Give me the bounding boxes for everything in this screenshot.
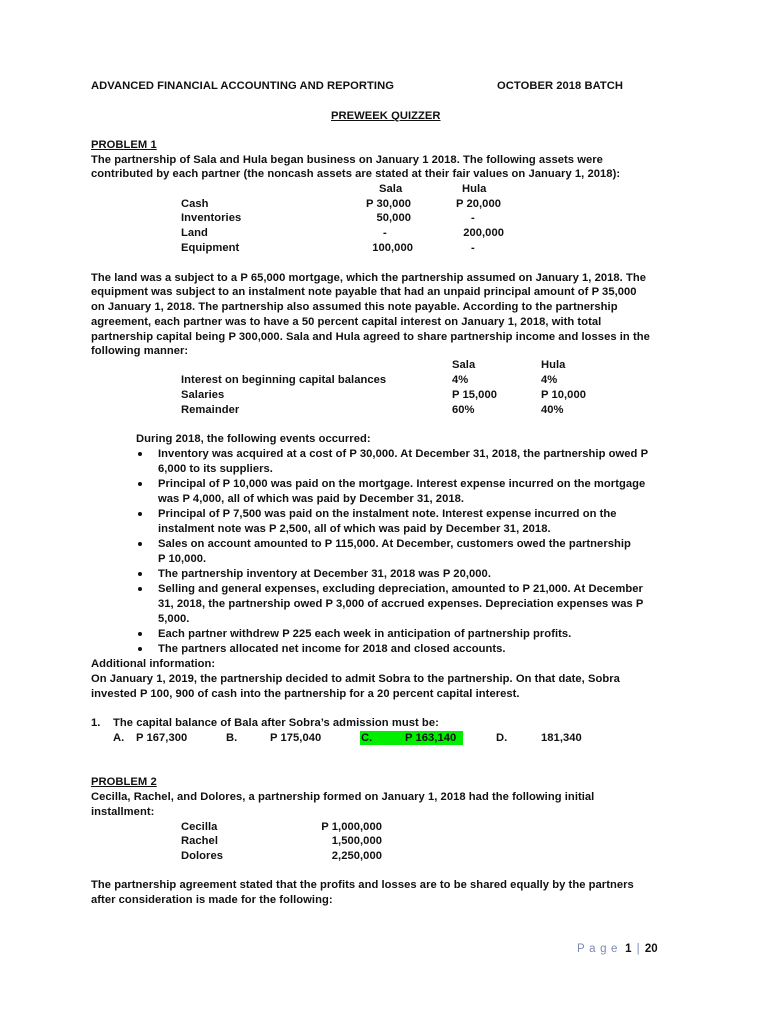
partner-name: Dolores xyxy=(181,850,224,862)
event-line: Sales on account amounted to P 115,000. At December, customers owed the partnership xyxy=(158,538,631,550)
assets-row-label: Cash xyxy=(181,198,209,210)
event-line: Principal of P 10,000 was paid on the mortgage. Interest expense incurred on the mortgage xyxy=(158,478,646,490)
problem2-paragraph-line: The partnership agreement stated that the profits and losses are to be shared equally by the partners xyxy=(91,879,634,891)
event-line: was P 4,000, all of which was paid by December 31, 2018. xyxy=(158,493,465,505)
page-footer xyxy=(577,943,658,955)
event-line: 31, 2018, the partnership owed P 3,000 of accrued expenses. Depreciation expenses was P xyxy=(158,598,644,610)
assets-row-sala: - xyxy=(383,227,387,239)
option-value-c: P 163,140 xyxy=(405,732,457,744)
assets-row-hula: 200,000 xyxy=(463,227,504,239)
option-letter-a: A. xyxy=(113,732,125,744)
partner-capital: P 1,000,000 xyxy=(321,821,382,833)
option-letter-c: C. xyxy=(361,732,373,744)
assets-row-sala: 50,000 xyxy=(376,212,411,224)
option-letter-b: B. xyxy=(226,732,238,744)
problem1-intro-line: The partnership of Sala and Hula began business on January 1 2018. The following assets were xyxy=(91,154,603,166)
option-value-b: P 175,040 xyxy=(270,732,322,744)
assets-row-label: Inventories xyxy=(181,212,242,224)
bullet-icon xyxy=(138,632,142,636)
event-line: 6,000 to its suppliers. xyxy=(158,463,273,475)
additional-info-line: invested P 100, 900 of cash into the partnership for a 20 percent capital interest. xyxy=(91,688,520,700)
sharing-row-hula: P 10,000 xyxy=(541,389,586,401)
problem1-paragraph-line: The land was a subject to a P 65,000 mortgage, which the partnership assumed on January 1, 2018. The xyxy=(91,272,647,284)
sharing-row-sala: 60% xyxy=(452,404,475,416)
problem2-intro-line: installment: xyxy=(91,806,155,818)
assets-row-hula: P 20,000 xyxy=(456,198,501,210)
question-number: 1. xyxy=(91,717,101,729)
assets-row-hula: - xyxy=(471,212,475,224)
course-title: ADVANCED FINANCIAL ACCOUNTING AND REPORTING xyxy=(91,80,394,92)
page-title: PREWEEK QUIZZER xyxy=(331,110,441,122)
page-number: 1 xyxy=(625,943,632,955)
sharing-row-sala: 4% xyxy=(452,374,469,386)
event-line: 5,000. xyxy=(158,613,190,625)
bullet-icon xyxy=(138,452,142,456)
bullet-icon xyxy=(138,512,142,516)
page-separator: | xyxy=(636,943,640,955)
bullet-icon xyxy=(138,482,142,486)
partner-capital: 1,500,000 xyxy=(331,835,382,847)
problem2-heading: PROBLEM 2 xyxy=(91,776,157,788)
assets-row-hula: - xyxy=(471,242,475,254)
page-total: 20 xyxy=(644,943,658,955)
problem1-heading: PROBLEM 1 xyxy=(91,139,157,151)
events-intro: During 2018, the following events occurred: xyxy=(136,433,371,445)
option-value-d: 181,340 xyxy=(541,732,582,744)
event-line: Selling and general expenses, excluding depreciation, amounted to P 21,000. At December xyxy=(158,583,643,595)
assets-row-label: Equipment xyxy=(181,242,240,254)
bullet-icon xyxy=(138,572,142,576)
assets-row-sala: 100,000 xyxy=(372,242,413,254)
problem2-paragraph-line: after consideration is made for the following: xyxy=(91,894,333,906)
event-line: The partnership inventory at December 31, 2018 was P 20,000. xyxy=(158,568,491,580)
sharing-row-sala: P 15,000 xyxy=(452,389,497,401)
partner-name: Cecilla xyxy=(181,821,218,833)
page-label: Page xyxy=(577,943,622,955)
event-line: P 10,000. xyxy=(158,553,207,565)
partner-capital: 2,250,000 xyxy=(331,850,382,862)
additional-info-label: Additional information: xyxy=(91,658,216,670)
sharing-col-hula: Hula xyxy=(541,359,566,371)
assets-col-sala: Sala xyxy=(379,183,403,195)
problem1-paragraph-line: partnership capital being P 300,000. Sala and Hula agreed to share partnership income and losses in the xyxy=(91,331,650,343)
bullet-icon xyxy=(138,587,142,591)
event-line: Each partner withdrew P 225 each week in anticipation of partnership profits. xyxy=(158,628,572,640)
event-line: Principal of P 7,500 was paid on the instalment note. Interest expense incurred on the xyxy=(158,508,617,520)
sharing-col-sala: Sala xyxy=(452,359,476,371)
sharing-row-label: Interest on beginning capital balances xyxy=(181,374,387,386)
bullet-icon xyxy=(138,542,142,546)
event-line: Inventory was acquired at a cost of P 30,000. At December 31, 2018, the partnership owed P xyxy=(158,448,649,460)
additional-info-line: On January 1, 2019, the partnership decided to admit Sobra to the partnership. On that date, Sobra xyxy=(91,673,620,685)
problem1-paragraph-line: on January 1, 2018. The partnership also assumed this note payable. According to the partnership xyxy=(91,301,618,313)
event-line: The partners allocated net income for 2018 and closed accounts. xyxy=(158,643,506,655)
option-value-a: P 167,300 xyxy=(136,732,188,744)
sharing-row-hula: 40% xyxy=(541,404,564,416)
option-letter-d: D. xyxy=(496,732,508,744)
problem1-paragraph-line: agreement, each partner was to have a 50 percent capital interest on January 1, 2018, with total xyxy=(91,316,602,328)
problem1-paragraph-line: equipment was subject to an instalment note payable that had an unpaid principal amount of P 35,000 xyxy=(91,286,637,298)
problem2-intro-line: Cecilla, Rachel, and Dolores, a partnership formed on January 1, 2018 had the following initial xyxy=(91,791,595,803)
batch-label: OCTOBER 2018 BATCH xyxy=(497,80,624,92)
sharing-row-label: Remainder xyxy=(181,404,240,416)
question-text: The capital balance of Bala after Sobra’s admission must be: xyxy=(113,717,439,729)
sharing-row-hula: 4% xyxy=(541,374,558,386)
assets-row-sala: P 30,000 xyxy=(366,198,411,210)
bullet-icon xyxy=(138,647,142,651)
event-line: instalment note was P 2,500, all of which was paid by December 31, 2018. xyxy=(158,523,551,535)
sharing-row-label: Salaries xyxy=(181,389,225,401)
problem1-intro-line: contributed by each partner (the noncash assets are stated at their fair values on January 1, 2018): xyxy=(91,168,621,180)
partner-name: Rachel xyxy=(181,835,218,847)
assets-row-label: Land xyxy=(181,227,208,239)
assets-col-hula: Hula xyxy=(462,183,487,195)
problem1-paragraph-line: following manner: xyxy=(91,345,189,357)
